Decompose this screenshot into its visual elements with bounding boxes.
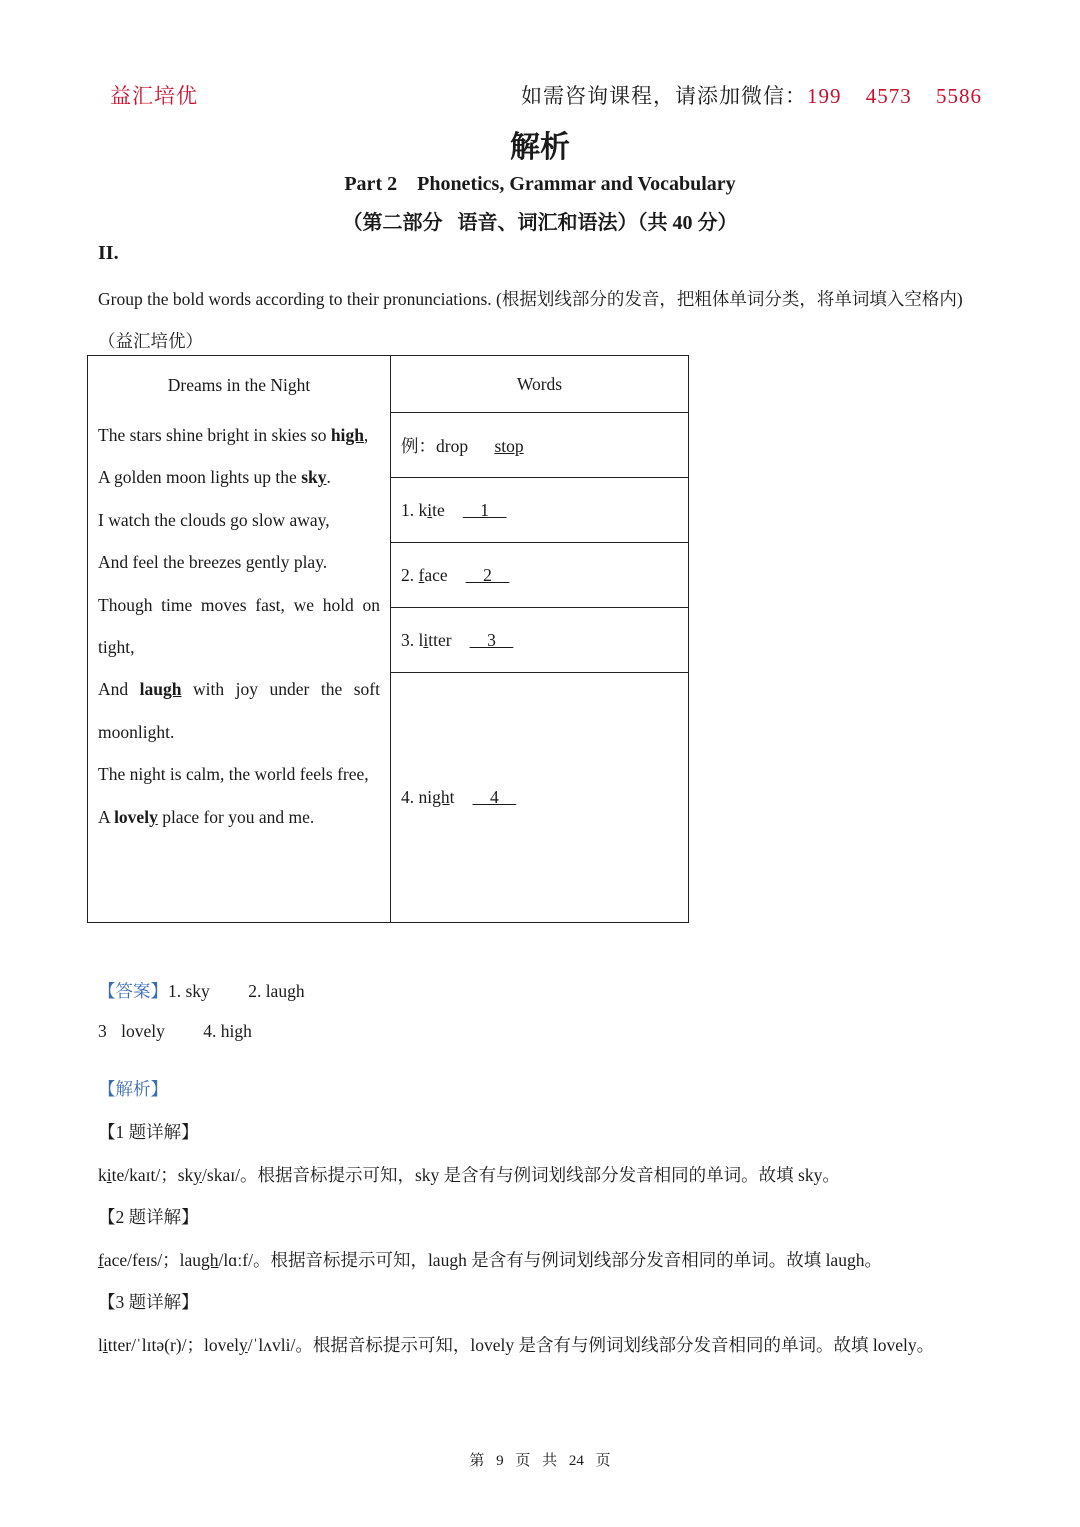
word-entry: 4. night 4 xyxy=(401,787,517,807)
analysis-label: 【解析】 xyxy=(98,1079,168,1099)
detail-heading: 【3 题详解】 xyxy=(98,1292,199,1312)
underlined-letters: i xyxy=(102,1335,108,1355)
poem-line: A golden moon lights up the sky. xyxy=(98,467,331,488)
detail-heading: 【2 题详解】 xyxy=(98,1207,199,1227)
underlined-letters: f xyxy=(418,564,425,585)
underlined-letters: y xyxy=(193,1165,203,1185)
answer-line-1 xyxy=(98,978,305,1003)
answer-3: lovely xyxy=(121,1021,165,1041)
word-entry: 3. litter 3 xyxy=(401,629,514,650)
instruction: Group the bold words according to their pronunciations. (根据划线部分的发音，把粗体单词分类，将单词填入空格内)（益汇培优） xyxy=(98,289,963,351)
answer-3-num: 3 xyxy=(98,1021,107,1041)
poem-line: And laugh with joy under the soft moonlight. xyxy=(98,679,381,742)
words-header: Words xyxy=(391,356,689,413)
poem-line: And feel the breezes gently play. xyxy=(98,552,328,573)
underlined-letters: y xyxy=(317,467,327,488)
answer-blank: 4 xyxy=(472,787,517,807)
answer-blank: 1 xyxy=(462,499,507,520)
part-title-cn: （第二部分 语音、词汇和语法）（共 40 分） xyxy=(342,212,738,234)
contact-label: 如需咨询课程，请添加微信： xyxy=(521,84,807,108)
answer-4: 4. high xyxy=(203,1021,252,1041)
detail-text: litter/ˈlɪtə(r)/；lovely/ˈlʌvli/。根据音标提示可知，lovely 是含有与例词划线部分发音相同的单词。故填 lovely。 xyxy=(98,1335,935,1355)
page-footer: 第 9 页 共 24 页 xyxy=(469,1453,611,1469)
word-entry: 1. kite 1 xyxy=(401,499,507,520)
underlined-letters: y xyxy=(238,1335,248,1355)
underlined-letters: gh xyxy=(345,425,364,445)
poem-line: I watch the clouds go slow away, xyxy=(98,509,330,530)
poem-title: Dreams in the Night xyxy=(167,375,311,395)
underlined-letters: gh xyxy=(432,787,450,807)
phonetics-table xyxy=(87,355,689,923)
underlined-letters: f xyxy=(98,1250,104,1270)
bold-word: high xyxy=(330,425,364,445)
detail-heading: 【1 题详解】 xyxy=(98,1122,199,1142)
answer-1: 1. sky xyxy=(168,981,210,1001)
detail-text: face/feɪs/；laugh/lɑːf/。根据音标提示可知，laugh 是含有与例词划线部分发音相同的单词。故填 laugh。 xyxy=(98,1250,882,1270)
underlined-letters: gh xyxy=(201,1250,219,1270)
bold-word: sky xyxy=(301,467,327,488)
answer-2: 2. laugh xyxy=(248,981,305,1001)
underlined-letters: i xyxy=(423,629,429,650)
poem-line: A lovely place for you and me. xyxy=(98,806,315,827)
underlined-letters: gh xyxy=(163,679,182,700)
word-row-3 xyxy=(391,608,689,673)
answer-label: 【答案】 xyxy=(98,981,168,1001)
poem-body xyxy=(98,414,380,838)
section-number: II. xyxy=(98,242,119,264)
example-row xyxy=(391,413,689,478)
brand-name: 益汇培优 xyxy=(110,84,198,108)
contact-line xyxy=(521,80,982,110)
answer-blank: 3 xyxy=(469,629,514,650)
answer-line-2 xyxy=(98,1021,252,1042)
phone-number: 199 4573 5586 xyxy=(807,84,982,108)
word-entry: 2. face 2 xyxy=(401,564,510,585)
example-answer: stop xyxy=(494,435,524,456)
answer-blank: 2 xyxy=(465,564,510,585)
example-label: 例：drop xyxy=(401,435,469,456)
word-row-4 xyxy=(391,673,689,923)
part-title: Part 2 Phonetics, Grammar and Vocabulary xyxy=(344,173,736,195)
detail-text: kite/kaɪt/；sky/skaɪ/。根据音标提示可知，sky 是含有与例词划线部分发音相同的单词。故填 sky。 xyxy=(98,1165,840,1185)
word-row-2 xyxy=(391,543,689,608)
poem-line: The stars shine bright in skies so high, xyxy=(98,425,369,445)
page-title: 解析 xyxy=(510,131,570,164)
underlined-letters: i xyxy=(427,499,433,520)
underlined-letters: i xyxy=(106,1165,112,1185)
word-row-1 xyxy=(391,478,689,543)
poem-cell xyxy=(88,356,391,923)
poem-line: The night is calm, the world feels free, xyxy=(98,764,369,785)
bold-word: laugh xyxy=(139,679,182,700)
poem-line: Though time moves fast, we hold on tight, xyxy=(98,594,380,658)
bold-word: lovely xyxy=(114,806,158,827)
underlined-letters: y xyxy=(149,806,158,827)
